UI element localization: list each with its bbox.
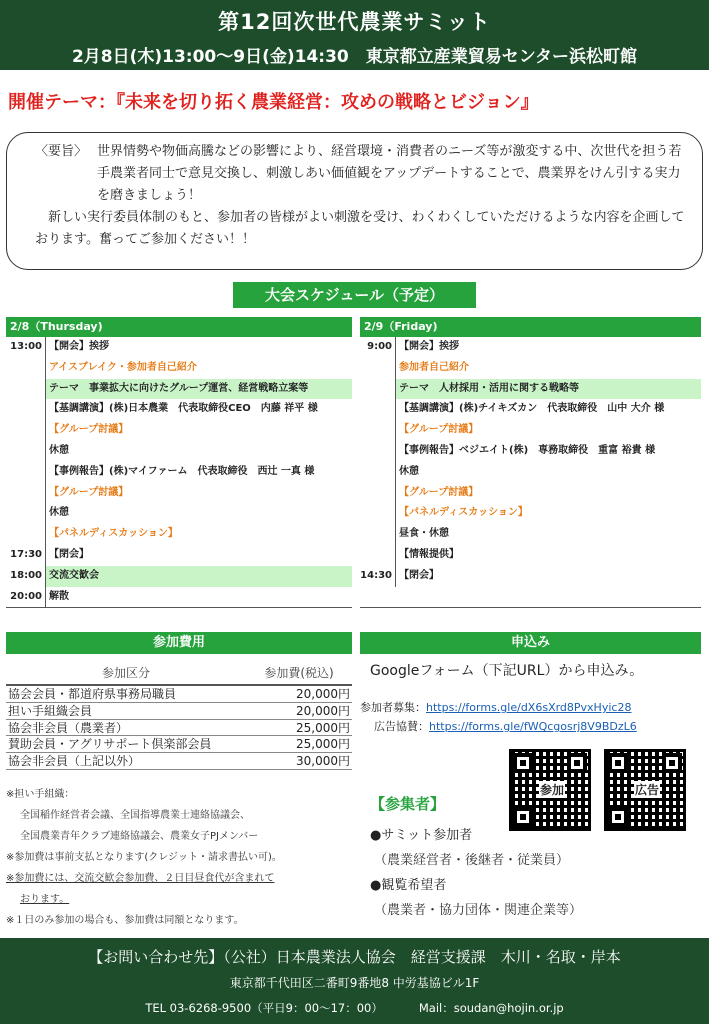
schedule-time: [360, 503, 396, 524]
application-section: [360, 660, 701, 736]
schedule-time: [360, 379, 396, 400]
schedule-item: テーマ 事業拡大に向けたグループ運営、経営戦略立案等: [46, 379, 352, 400]
fee-table-header: [6, 664, 352, 686]
contact-tel-mail: [0, 1000, 709, 1016]
fee-notes: [6, 784, 352, 931]
application-heading: 申込み: [360, 632, 701, 654]
schedule-day1: [6, 317, 352, 608]
sponsor-link[interactable]: https://forms.gle/fWQcgosrj8V9BDzL6: [429, 720, 637, 733]
fee-row: [6, 703, 352, 720]
schedule-day2: [360, 317, 701, 608]
schedule-time: [360, 358, 396, 379]
schedule-item: 休憩: [49, 507, 69, 519]
fee-table: [6, 664, 352, 770]
schedule-time: [6, 420, 46, 441]
header-banner: [0, 0, 709, 70]
schedule-row: [6, 399, 352, 420]
schedule-row: [360, 420, 701, 441]
schedule-row: [6, 420, 352, 441]
schedule-row: [360, 524, 701, 545]
fee-category: 賛助会員・アグリサポート倶楽部会員: [8, 737, 212, 752]
fees-heading: 参加費用: [6, 632, 352, 654]
schedule-row: [6, 441, 352, 462]
contact-line: 【お問い合わせ先】（公社）日本農業法人協会 経営支援課 木川・名取・岸本: [88, 948, 621, 966]
schedule-item: 【情報提供】: [399, 548, 459, 560]
schedule-item: 【事例報告】(株)マイファーム 代表取締役 西辻 一真 様: [49, 465, 315, 477]
note-line: 全国稲作経営者会議、全国指導農業士連絡協議会、: [20, 810, 250, 821]
schedule-row: [6, 545, 352, 566]
schedule-time: [360, 462, 396, 483]
note-line: ※参加費は事前支払となります(クレジット・請求書払い可)。: [6, 852, 282, 863]
schedule-row: [360, 462, 701, 483]
summary-paragraph-1: 世界情勢や物価高騰などの影響により、経営環境・消費者のニーズ等が激変する中、次世代を担う若手農業者同士で意見交換し、刺激しあい価値観をアップデートすることで、農業界をけん引する実力を磨きましょう！: [97, 144, 682, 203]
schedule-item: 解散: [49, 590, 69, 602]
schedule-row: [6, 587, 352, 608]
schedule-row: [6, 566, 352, 587]
fee-amount: 25,000円: [296, 720, 350, 735]
qr-finder: [608, 753, 628, 773]
contact-mail[interactable]: Mail：soudan@hojin.or.jp: [418, 1001, 564, 1015]
note-line: ※１日のみ参加の場合も、参加費は同額となります。: [6, 915, 244, 926]
event-title: 第12回次世代農業サミット: [218, 10, 491, 34]
schedule-item: 【パネルディスカッション】: [49, 528, 178, 540]
schedule-item: 【開会】挨拶: [399, 341, 459, 352]
schedule-row: [360, 566, 701, 587]
schedule-item: 交流交歓会: [46, 566, 352, 587]
schedule-time: [6, 524, 46, 545]
schedule-row: [360, 483, 701, 504]
schedule-time: 20:00: [6, 587, 46, 608]
application-lead: Googleフォーム（下記URL）から申込み。: [370, 663, 644, 679]
schedule-item: 【グループ討議】: [399, 486, 479, 498]
fee-category: 協会非会員（農業者）: [8, 720, 129, 735]
attendee-group-2-detail: （農業者・協力団体・関連企業等）: [374, 903, 583, 918]
schedule-row: [6, 379, 352, 400]
schedule-item: 【閉会】: [399, 569, 439, 581]
summary-label: 〈要旨〉: [35, 144, 88, 159]
sponsor-link-label: 広告協賛：: [374, 720, 429, 733]
summary-box: [6, 132, 703, 270]
schedule-row: [6, 337, 352, 358]
note-line: 全国農業青年クラブ連絡協議会、農業女子PJメンバー: [20, 831, 259, 842]
schedule-row: [360, 545, 701, 566]
col-fee: 参加費(税込): [264, 666, 334, 680]
schedule-row: [6, 503, 352, 524]
schedule-time: [6, 462, 46, 483]
fee-amount: 30,000円: [296, 754, 350, 769]
note-line: おります。: [20, 894, 70, 905]
fee-row: [6, 686, 352, 703]
schedule-item: 【グループ討議】: [49, 424, 129, 436]
schedule-time: [360, 524, 396, 545]
fee-category: 担い手組織会員: [8, 703, 93, 718]
col-category: 参加区分: [101, 666, 150, 680]
schedule-item: アイスブレイク・参加者自己紹介: [49, 361, 197, 373]
attendee-group-2: ●観覧希望者: [370, 878, 447, 893]
contact-tel: TEL 03-6268-9500（平日9：00～17：00）: [145, 1001, 383, 1015]
schedule-time: 14:30: [360, 566, 396, 587]
schedule-time: [6, 379, 46, 400]
schedule-item: 休憩: [49, 444, 69, 456]
note-line: ※担い手組織：: [6, 789, 75, 800]
day1-header: 2/8（Thursday): [6, 317, 352, 337]
schedule-time: [360, 545, 396, 566]
schedule-time: 13:00: [6, 337, 46, 358]
schedule-time: [360, 420, 396, 441]
schedule-time: [6, 483, 46, 504]
schedule-item: 【パネルディスカッション】: [399, 507, 528, 519]
schedule-item: 【事例報告】ベジエイト(株) 専務取締役 重富 裕貴 様: [399, 444, 656, 456]
fee-category: 協会会員・都道府県事務局職員: [8, 687, 177, 701]
schedule-row: [6, 358, 352, 379]
schedule-item: 【基調講演】(株)日本農業 代表取締役CEO 内藤 祥平 様: [49, 403, 318, 415]
fee-category: 協会非会員（上記以外）: [8, 754, 141, 769]
contact-address: 東京都千代田区二番町9番地8 中労基協ビル1F: [229, 976, 480, 990]
schedule-row: [6, 462, 352, 483]
schedule-row: [360, 441, 701, 462]
event-theme: 開催テーマ：『未来を切り拓く農業経営：攻めの戦略とビジョン』: [8, 92, 539, 113]
qr-finder: [662, 753, 682, 773]
schedule-time: [6, 399, 46, 420]
schedule-item: 【開会】挨拶: [49, 341, 109, 352]
qr-label: 広告: [635, 783, 660, 797]
schedule-time: [6, 441, 46, 462]
qr-finder: [567, 753, 587, 773]
schedule-item: 【グループ討議】: [399, 424, 479, 436]
schedule-row: [360, 399, 701, 420]
schedule-row: [360, 379, 701, 400]
schedule-row: [360, 358, 701, 379]
fee-amount: 20,000円: [296, 703, 350, 718]
schedule-item: テーマ 人材採用・活用に関する戦略等: [396, 379, 701, 400]
fee-row: [6, 720, 352, 737]
schedule-time: 17:30: [6, 545, 46, 566]
fee-row: [6, 736, 352, 753]
schedule-row: [6, 524, 352, 545]
schedule-time: [6, 503, 46, 524]
qr-label: 参加: [540, 783, 565, 797]
schedule-time: [360, 399, 396, 420]
qr-finder: [513, 753, 533, 773]
schedule-heading: 大会スケジュール（予定）: [233, 282, 476, 308]
schedule-row: [6, 483, 352, 504]
schedule-item: 参加者自己紹介: [399, 361, 469, 373]
schedule-item: 【基調講演】(株)チイキズカン 代表取締役 山中 大介 様: [399, 403, 665, 415]
fee-amount: 20,000円: [296, 687, 350, 701]
contact-footer: [0, 938, 709, 1024]
schedule-item: 【閉会】: [49, 548, 89, 560]
day2-header: 2/9（Friday): [360, 317, 701, 337]
fee-row: [6, 753, 352, 770]
attendee-group-1-detail: （農業経営者・後継者・従業員）: [374, 853, 570, 868]
schedule-time: 9:00: [360, 337, 396, 358]
schedule-time: [360, 441, 396, 462]
schedule-time: [6, 358, 46, 379]
fee-amount: 25,000円: [296, 737, 350, 752]
schedule-time: 18:00: [6, 566, 46, 587]
schedule-row: [360, 503, 701, 524]
schedule-row: [360, 337, 701, 358]
participant-link[interactable]: https://forms.gle/dX6sXrd8PvxHyic28: [426, 701, 632, 714]
schedule-item: 昼食・休憩: [399, 528, 449, 540]
application-links: [360, 698, 701, 736]
schedule-item: 【グループ討議】: [49, 486, 129, 498]
event-date-venue: 2月8日(木)13:00～9日(金)14:30 東京都立産業貿易センター浜松町館: [71, 47, 638, 67]
participant-link-label: 参加者募集：: [360, 701, 426, 714]
summary-paragraph-2: 新しい実行委員体制のもと、参加者の皆様がよい刺激を受け、わくわくしていただけるような内容を企画しております。奮ってご参加ください！！: [35, 210, 685, 247]
schedule-item: 休憩: [399, 465, 419, 477]
note-line: ※参加費には、交流交歓会参加費、２日目昼食代が含まれて: [6, 873, 275, 884]
attendee-group-1: ●サミット参加者: [370, 828, 473, 843]
schedule-time: [360, 483, 396, 504]
attendees-heading: 【参集者】: [370, 795, 446, 813]
attendees-section: [370, 792, 630, 923]
